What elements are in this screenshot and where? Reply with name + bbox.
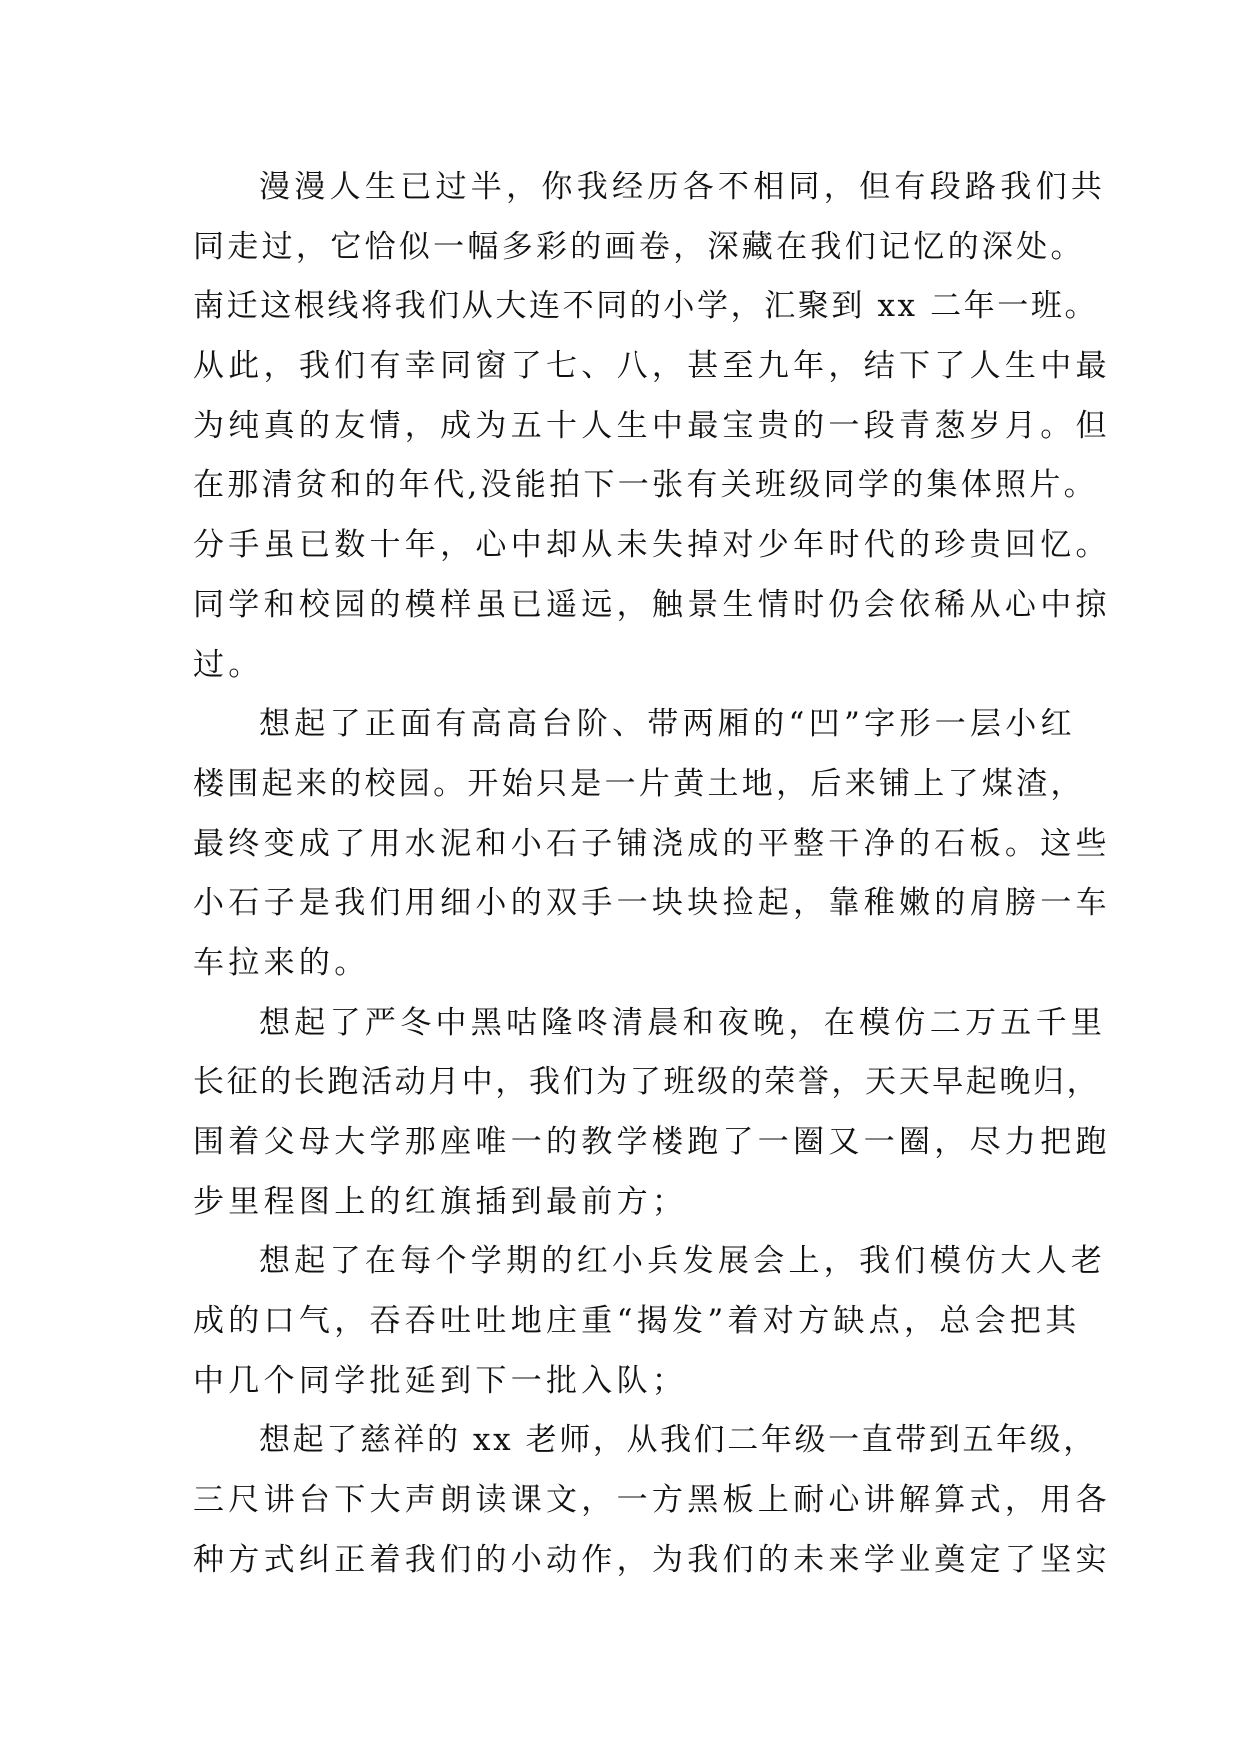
- text-line: 从此，我们有幸同窗了七、八，甚至九年，结下了人生中最: [193, 348, 1111, 385]
- paragraph: [193, 998, 1111, 1237]
- text-line: 围着父母大学那座唯一的教学楼跑了一圈又一圈，尽力把跑: [193, 1124, 1111, 1160]
- text-line: 种方式纠正着我们的小动作，为我们的未来学业奠定了坚实: [193, 1541, 1111, 1578]
- text-line: 想起了严冬中黑咕隆咚清晨和夜晚，在模仿二万五千里: [259, 1004, 1107, 1041]
- text-line: 楼围起来的校园。开始只是一片黄土地，后来铺上了煤渣，: [193, 765, 1085, 802]
- text-line: 最终变成了用水泥和小石子铺浇成的平整干净的石板。这些: [193, 825, 1111, 862]
- text-line: 过。: [193, 646, 264, 683]
- text-line: 想起了慈祥的 xx 老师，从我们二年级一直带到五年级，: [259, 1422, 1097, 1459]
- text-line: 在那清贫和的年代,没能拍下一张有关班级同学的集体照片。: [193, 467, 1098, 504]
- text-line: 为纯真的友情，成为五十人生中最宝贵的一段青葱岁月。但: [193, 407, 1111, 444]
- text-line: 长征的长跑活动月中，我们为了班级的荣誉，天天早起晚归，: [193, 1064, 1101, 1101]
- paragraph: [193, 1236, 1107, 1415]
- text-line: 成的口气，吞吞吐吐地庄重“揭发”着对方缺点，总会把其: [193, 1303, 1081, 1340]
- text-line: 想起了正面有高高台阶、带两厢的“凹”字形一层小红: [259, 706, 1076, 743]
- paragraph: [193, 162, 1111, 699]
- text-line: 小石子是我们用细小的双手一块块捡起，靠稚嫩的肩膀一车: [193, 885, 1111, 922]
- text-line: 同学和校园的模样虽已遥远，触景生情时仍会依稀从心中掠: [193, 586, 1111, 623]
- text-line: 同走过，它恰似一幅多彩的画卷，深藏在我们记忆的深处。: [193, 228, 1085, 265]
- document-body: [193, 162, 1111, 1595]
- text-line: 三尺讲台下大声朗读课文，一方黑板上耐心讲解算式，用各: [193, 1482, 1111, 1519]
- paragraph: [193, 699, 1111, 997]
- text-line: 分手虽已数十年，心中却从未失掉对少年时代的珍贵回忆。: [193, 527, 1111, 564]
- text-line: 车拉来的。: [193, 944, 370, 981]
- text-line: 步里程图上的红旗插到最前方；: [193, 1183, 688, 1220]
- text-line: 中几个同学批延到下一批入队；: [193, 1362, 688, 1399]
- text-line: 漫漫人生已过半，你我经历各不相同，但有段路我们共: [259, 169, 1107, 205]
- text-line: 想起了在每个学期的红小兵发展会上，我们模仿大人老: [259, 1243, 1107, 1280]
- paragraph: [193, 1415, 1111, 1594]
- text-line: 南迁这根线将我们从大连不同的小学，汇聚到 xx 二年一班。: [193, 288, 1099, 325]
